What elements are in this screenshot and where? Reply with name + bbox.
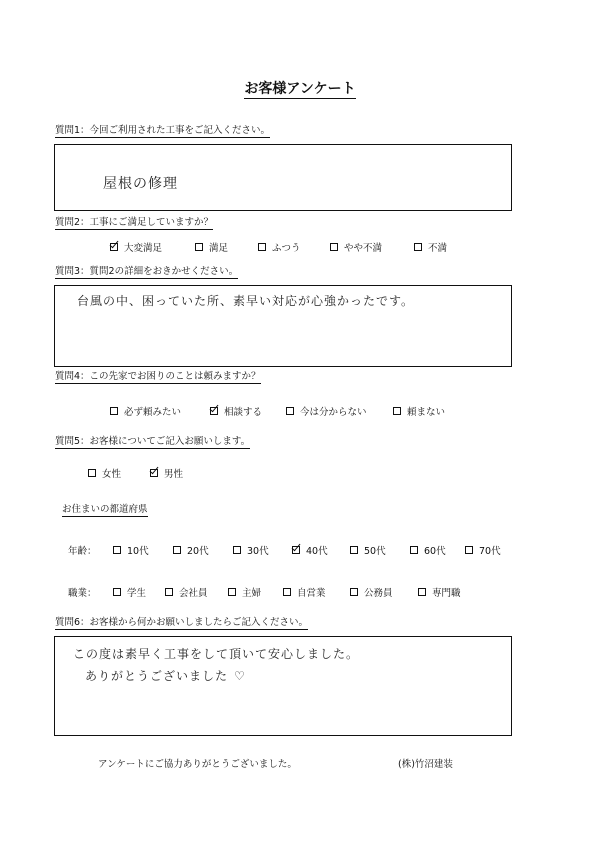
checkbox-icon[interactable] <box>283 588 291 596</box>
checkbox-icon[interactable] <box>330 243 338 251</box>
heart-icon: ♡ <box>234 668 246 683</box>
checkbox-icon[interactable] <box>233 546 241 554</box>
gender-option-male[interactable]: 男性 <box>150 466 183 480</box>
job-option-student[interactable]: 学生 <box>113 585 146 599</box>
checkbox-icon[interactable] <box>110 243 118 251</box>
q4-option-definitely[interactable]: 必ず頼みたい <box>110 404 181 418</box>
age-option-20s[interactable]: 20代 <box>173 543 209 557</box>
checkbox-icon[interactable] <box>258 243 266 251</box>
question-3-answer: 台風の中、困っていた所、素早い対応が心強かったです。 <box>77 294 415 308</box>
question-6-label: 質問6：お客様から何かお願いしましたらご記入ください。 <box>55 617 309 628</box>
age-label: 年齢： <box>68 546 97 557</box>
checkbox-icon[interactable] <box>418 588 426 596</box>
checkbox-icon[interactable] <box>165 588 173 596</box>
q2-option-dissatisfied[interactable]: 不満 <box>414 240 447 254</box>
prefecture-label: お住まいの都道府県 <box>62 504 148 515</box>
checkbox-icon[interactable] <box>350 588 358 596</box>
question-3-answer-box[interactable] <box>54 285 512 367</box>
age-option-10s[interactable]: 10代 <box>113 543 149 557</box>
checkbox-icon[interactable] <box>465 546 473 554</box>
checkbox-icon[interactable] <box>195 243 203 251</box>
age-option-30s[interactable]: 30代 <box>233 543 269 557</box>
checkbox-icon[interactable] <box>88 469 96 477</box>
job-option-company-employee[interactable]: 会社員 <box>165 585 208 599</box>
question-1-label: 質問1：今回ご利用された工事をご記入ください。 <box>55 125 271 136</box>
job-option-civil-servant[interactable]: 公務員 <box>350 585 393 599</box>
question-3-label: 質問3：質問2の詳細をおきかせください。 <box>55 266 239 277</box>
q2-option-satisfied[interactable]: 満足 <box>195 240 228 254</box>
question-5-label: 質問5：お客様についてご記入お願いします。 <box>55 436 251 447</box>
age-option-50s[interactable]: 50代 <box>350 543 386 557</box>
question-2-label: 質問2：工事にご満足していますか？ <box>55 217 214 228</box>
age-option-70s[interactable]: 70代 <box>465 543 501 557</box>
question-6-answer-line-2: ありがとうございました ♡ <box>85 668 246 683</box>
checkbox-icon[interactable] <box>113 588 121 596</box>
checkbox-icon[interactable] <box>286 407 294 415</box>
job-label: 職業： <box>68 588 97 599</box>
q2-option-neutral[interactable]: ふつう <box>258 240 301 254</box>
checkbox-icon[interactable] <box>410 546 418 554</box>
checkbox-icon[interactable] <box>210 407 218 415</box>
job-option-self-employed[interactable]: 自営業 <box>283 585 326 599</box>
footer-thanks: アンケートにご協力ありがとうございました。 <box>98 759 297 770</box>
question-1-answer-box[interactable] <box>54 144 512 211</box>
q2-option-somewhat-dissatisfied[interactable]: やや不満 <box>330 240 382 254</box>
checkbox-icon[interactable] <box>292 546 300 554</box>
question-6-answer-box[interactable] <box>54 636 512 736</box>
question-1-answer: 屋根の修理 <box>103 176 178 192</box>
checkbox-icon[interactable] <box>173 546 181 554</box>
q4-option-unsure[interactable]: 今は分からない <box>286 404 367 418</box>
gender-option-female[interactable]: 女性 <box>88 466 121 480</box>
checkbox-icon[interactable] <box>110 407 118 415</box>
checkbox-icon[interactable] <box>228 588 236 596</box>
job-option-professional[interactable]: 専門職 <box>418 585 461 599</box>
job-option-homemaker[interactable]: 主婦 <box>228 585 261 599</box>
age-option-40s[interactable]: 40代 <box>292 543 328 557</box>
q2-option-very-satisfied[interactable]: 大変満足 <box>110 240 162 254</box>
checkbox-icon[interactable] <box>113 546 121 554</box>
checkbox-icon[interactable] <box>150 469 158 477</box>
footer-company: (株)竹沼建装 <box>398 759 453 770</box>
survey-title: お客様アンケート <box>244 81 356 97</box>
q4-option-consult[interactable]: 相談する <box>210 404 262 418</box>
q4-option-no[interactable]: 頼まない <box>393 404 445 418</box>
question-4-label: 質問4：この先家でお困りのことは頼みますか？ <box>55 371 261 382</box>
age-option-60s[interactable]: 60代 <box>410 543 446 557</box>
checkbox-icon[interactable] <box>393 407 401 415</box>
question-6-answer-line-1: この度は素早く工事をして頂いて安心しました。 <box>73 647 360 661</box>
checkbox-icon[interactable] <box>414 243 422 251</box>
checkbox-icon[interactable] <box>350 546 358 554</box>
